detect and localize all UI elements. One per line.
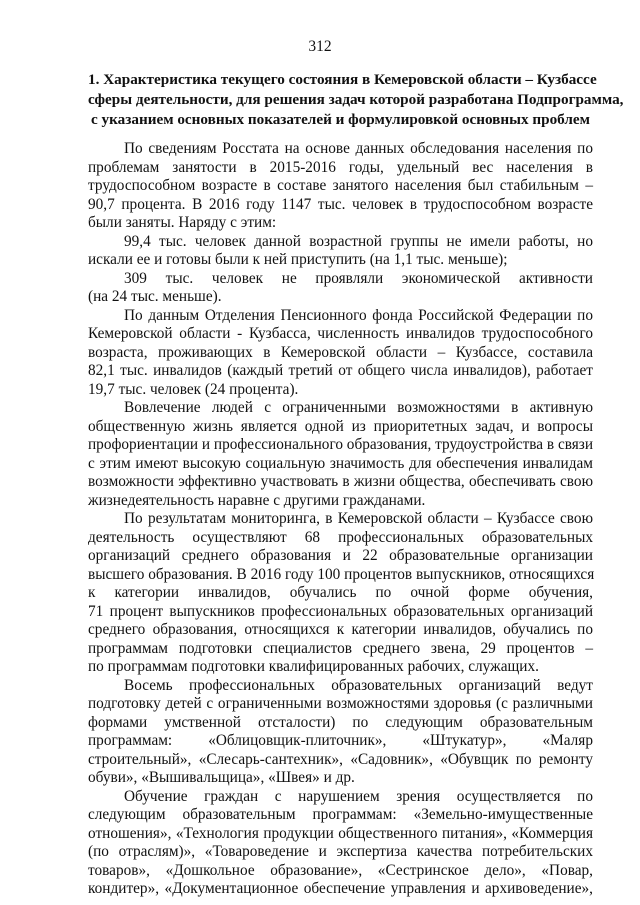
text-line: 90,7 процента. В 2016 году 1147 тыс. человек в трудоспособном возрасте: [88, 195, 593, 213]
text-line: (на 24 тыс. меньше).: [88, 288, 222, 305]
text-line: среднего образования, относящихся к категории инвалидов, обучались по: [88, 621, 593, 638]
text-line: товаров», «Дошкольное образование», «Сестринское дело», «Повар,: [88, 861, 593, 879]
text-line: по программам подготовки квалифицированных рабочих, служащих.: [88, 658, 539, 675]
text-line: (по отраслям)», «Товароведение и экспертиза качества потребительских: [88, 843, 593, 860]
text-line: 99,4 тыс. человек данной возрастной группы не имели работы, но: [124, 232, 593, 250]
text-line: проблемам занятости в 2015-2016 годы, удельный вес населения в: [88, 158, 593, 176]
text-line: программам: «Облицовщик-плиточник», «Штукатур», «Маляр: [88, 732, 593, 749]
text-line: По результатам мониторинга, в Кемеровской области – Кузбассе свою: [124, 510, 593, 527]
text-line: подготовку детей с ограниченными возможностями здоровья (с различными: [88, 695, 593, 712]
text-line: трудоспособном возрасте в составе занятого населения был стабильным –: [88, 177, 593, 194]
text-line: были заняты. Наряду с этим:: [88, 214, 277, 231]
paragraph-involvement: [88, 399, 593, 510]
text-line: кондитер», «Документационное обеспечение управления и архивоведение»,: [88, 880, 593, 897]
paragraph-vision-impaired: [88, 788, 593, 899]
text-line: деятельность осуществляют 68 профессиональных образовательных: [88, 528, 593, 546]
page-number: 312: [308, 38, 332, 55]
text-line: строительный», «Слесарь-сантехник», «Садовник», «Обувщик по ремонту: [88, 750, 593, 768]
text-line: 71 процент выпускников профессиональных образовательных организаций: [88, 602, 593, 620]
text-line: общественную жизнь является одной из приоритетных задач, и вопросы: [88, 417, 593, 435]
text-line: отношения», «Технология продукции общественного питания», «Коммерция: [88, 824, 593, 842]
paragraph-rosstat: [88, 140, 593, 233]
text-line: Кемеровской области - Кузбасса, численность инвалидов трудоспособного: [88, 325, 593, 342]
heading-line: сферы деятельности, для решения задач которой разработана Подпрограмма,: [88, 91, 624, 108]
text-line: организаций среднего образования и 22 образовательные организации: [88, 547, 593, 564]
text-line: возраста, проживающих в Кемеровской области – Кузбассе, составила: [88, 343, 593, 361]
paragraph-eight-organizations: [88, 677, 593, 788]
text-line: к категории инвалидов, обучались по очной форме обучения,: [88, 584, 593, 601]
text-line: программам подготовки специалистов среднего звена, 29 процентов –: [88, 639, 593, 657]
text-line: Обучение граждан с нарушением зрения осуществляется по: [124, 787, 593, 805]
text-line: 82,1 тыс. инвалидов (каждый третий от общего числа инвалидов), работает: [88, 362, 593, 379]
text-line: жизнедеятельность наравне с другими гражданами.: [88, 491, 426, 509]
text-line: По сведениям Росстата на основе данных обследования населения по: [124, 140, 593, 157]
heading-line: 1. Характеристика текущего состояния в Кемеровской области – Кузбассе: [88, 71, 597, 88]
text-line: Вовлечение людей с ограниченными возможностями в активную: [124, 399, 593, 416]
paragraph-pension-fund: [88, 307, 593, 400]
text-line: искали ее и готовы были к ней приступить (на 1,1 тыс. меньше);: [88, 251, 508, 268]
paragraph-monitoring: [88, 510, 593, 677]
text-line: следующим образовательным программам: «Земельно-имущественные: [88, 806, 593, 823]
paragraph-unemployed: [88, 233, 593, 270]
text-line: профориентации и профессионального образования, трудоустройства в связи: [88, 436, 594, 453]
text-line: формами умственной отсталости) по следующим образовательным: [88, 713, 593, 731]
text-line: 309 тыс. человек не проявляли экономической активности: [124, 269, 593, 287]
text-line: высшего образования. В 2016 году 100 процентов выпускников, относящихся: [88, 565, 595, 583]
heading-line: с указанием основных показателей и формулировкой основных проблем: [91, 111, 590, 128]
paragraph-inactive: [88, 270, 593, 307]
text-line: По данным Отделения Пенсионного фонда Российской Федерации по: [124, 306, 593, 324]
text-line: возможности эффективно участвовать в жизни общества, обеспечивать свою: [88, 473, 593, 490]
text-line: с этим имеют высокую социальную значимость для обеспечения инвалидам: [88, 454, 593, 472]
text-line: обуви», «Вышивальщица», «Швея» и др.: [88, 769, 355, 786]
text-line: 19,7 тыс. человек (24 процента).: [88, 380, 299, 398]
text-line: Восемь профессиональных образовательных организаций ведут: [124, 676, 593, 694]
section-heading: [88, 70, 624, 130]
body-text: [88, 140, 593, 899]
